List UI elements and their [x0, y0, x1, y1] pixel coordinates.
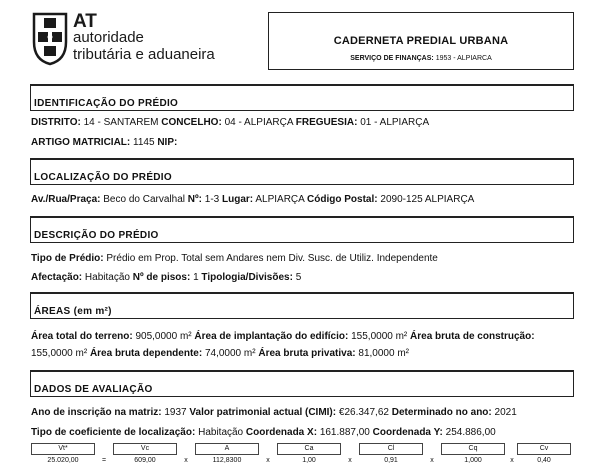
formula-op: x	[266, 457, 270, 464]
ano-inscricao-label: Ano de inscrição na matriz:	[31, 407, 162, 418]
tipologia-label: Tipologia/Divisões:	[201, 272, 293, 283]
formula-header-cq: Cq	[441, 443, 505, 455]
pisos-value: 1	[193, 272, 199, 283]
freguesia-value: 01 - ALPIARÇA	[360, 117, 430, 128]
coordenada-x-label: Coordenada X:	[245, 427, 318, 438]
title-box	[268, 12, 574, 70]
formula-value-vt: 25.020,00	[47, 457, 79, 464]
coeficiente-label: Tipo de coeficiente de localização:	[31, 427, 196, 438]
area-terreno-label: Área total do terreno:	[31, 331, 133, 342]
section-heading: ÁREAS (em m²)	[34, 306, 112, 317]
codigo-postal-value: 2090-125 ALPIARÇA	[380, 194, 475, 205]
lugar-value: ALPIARÇA	[255, 194, 305, 205]
formula-header-cv: Cv	[517, 443, 571, 455]
formula-value-cv: 0,40	[537, 457, 551, 464]
tipologia-value: 5	[295, 272, 302, 283]
formula-op: x	[430, 457, 434, 464]
tipo-predio-value: Prédio em Prop. Total sem Andares nem Div. Susc. de Utiliz. Independente	[106, 253, 438, 264]
area-dependente-label: Área bruta dependente:	[89, 348, 203, 359]
coat-of-arms-icon	[30, 10, 70, 66]
numero-label: Nº:	[187, 194, 202, 205]
afectacao-value: Habitação	[84, 272, 130, 283]
formula-op: x	[184, 457, 188, 464]
formula-header-vc: Vc	[113, 443, 177, 455]
formula-value-a: 112,8300	[212, 457, 242, 464]
formula-op: x	[510, 457, 514, 464]
avaliacao-line-2	[31, 427, 496, 439]
at-logo	[30, 10, 245, 66]
logo-at: AT	[73, 11, 97, 32]
area-dependente-value: 74,0000 m²	[204, 348, 256, 359]
formula-header-ca: Ca	[277, 443, 341, 455]
rua-value: Beco do Carvalhal	[103, 194, 185, 205]
afectacao-label: Afectação:	[31, 272, 83, 283]
freguesia-label: FREGUESIA:	[295, 117, 358, 128]
section-heading: IDENTIFICAÇÃO DO PRÉDIO	[34, 98, 179, 109]
numero-value: 1-3	[204, 194, 220, 205]
area-construcao-label: Área bruta de construção:	[410, 331, 535, 342]
section-identificacao	[30, 84, 574, 111]
service-line	[269, 55, 573, 62]
artigo-value: 1145	[133, 137, 155, 148]
valor-patrimonial-label: Valor patrimonial actual (CIMI):	[189, 407, 337, 418]
determinado-ano-value: 2021	[494, 407, 517, 418]
area-implantacao-label: Área de implantação do edifício:	[194, 331, 349, 342]
lugar-label: Lugar:	[222, 194, 254, 205]
document-header	[0, 0, 600, 75]
tipo-predio-line	[31, 253, 438, 265]
artigo-line	[31, 137, 177, 149]
rua-label: Av./Rua/Praça:	[31, 194, 101, 205]
ano-inscricao-value: 1937	[164, 407, 187, 418]
logo-line-1: autoridade	[73, 29, 144, 46]
coordenada-x-value: 161.887,00	[319, 427, 370, 438]
area-implantacao-value: 155,0000 m²	[351, 331, 408, 342]
coordenada-y-value: 254.886,00	[445, 427, 496, 438]
distrito-label: DISTRITO:	[31, 117, 81, 128]
document-title: CADERNETA PREDIAL URBANA	[333, 35, 509, 47]
distrito-line	[31, 117, 429, 129]
morada-line	[31, 194, 474, 206]
formula-op: =	[101, 457, 107, 464]
area-construcao-value: 155,0000 m²	[31, 348, 88, 359]
determinado-ano-label: Determinado no ano:	[391, 407, 492, 418]
areas-line-2	[31, 348, 409, 360]
section-areas	[30, 292, 574, 319]
formula-value-cl: 0,91	[384, 457, 398, 464]
formula-value-vc: 609,00	[134, 457, 156, 464]
coordenada-y-label: Coordenada Y:	[372, 427, 443, 438]
concelho-value: 04 - ALPIARÇA	[224, 117, 293, 128]
formula-header-cl: Cl	[359, 443, 423, 455]
formula-table	[31, 443, 571, 466]
artigo-label: ARTIGO MATRICIAL:	[31, 137, 131, 148]
formula-op: x	[348, 457, 352, 464]
tipo-predio-label: Tipo de Prédio:	[31, 253, 104, 264]
area-privativa-value: 81,0000 m²	[358, 348, 409, 359]
section-heading: LOCALIZAÇÃO DO PRÉDIO	[34, 172, 172, 183]
logo-line-2: tributária e aduaneira	[73, 46, 215, 63]
pisos-label: Nº de pisos:	[132, 272, 191, 283]
section-descricao	[30, 216, 574, 243]
section-avaliacao	[30, 370, 574, 397]
areas-line-1	[31, 331, 535, 343]
section-heading: DADOS DE AVALIAÇÃO	[34, 384, 153, 395]
formula-header-a: A	[195, 443, 259, 455]
distrito-value: 14 - SANTAREM	[83, 117, 159, 128]
afectacao-line	[31, 272, 301, 284]
valor-patrimonial-value: €26.347,62	[338, 407, 389, 418]
formula-value-cq: 1,000	[464, 457, 482, 464]
nip-label: NIP:	[157, 137, 178, 148]
codigo-postal-label: Código Postal:	[307, 194, 378, 205]
concelho-label: CONCELHO:	[161, 117, 222, 128]
section-localizacao	[30, 158, 574, 185]
formula-header-vt: Vt*	[31, 443, 95, 455]
area-privativa-label: Área bruta privativa:	[258, 348, 356, 359]
avaliacao-line-1	[31, 407, 517, 419]
service-value: 1953 - ALPIARCA	[435, 55, 492, 62]
service-label: SERVIÇO DE FINANÇAS:	[350, 55, 434, 62]
area-terreno-value: 905,0000 m²	[135, 331, 192, 342]
coeficiente-value: Habitação	[198, 427, 244, 438]
section-heading: DESCRIÇÃO DO PRÉDIO	[34, 230, 159, 241]
formula-value-ca: 1,00	[302, 457, 316, 464]
